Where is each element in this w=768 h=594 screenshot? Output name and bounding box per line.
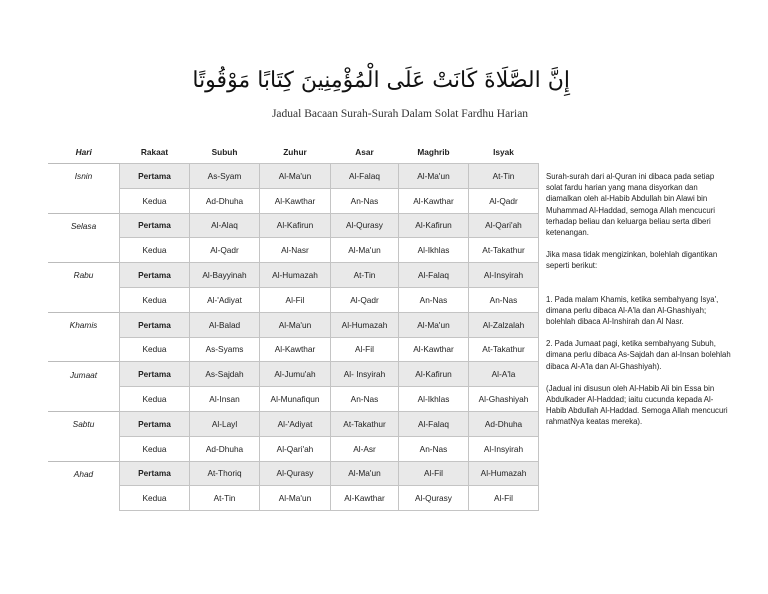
notes-item-1: 1. Pada malam Khamis, ketika sembahyang Isya', dimana perlu dibaca Al-A'la dan Al-Ghashiyah; bolehlah dibaca Al-Inshirah dan Al Nasr.: [546, 294, 719, 327]
isyak-cell: Al-Qadr: [469, 188, 539, 213]
table-row: [48, 188, 539, 213]
rakaat-cell: Pertama: [120, 263, 190, 288]
zuhur-cell: Al-Jumu'ah: [260, 362, 331, 387]
zuhur-cell: Al-Ma'un: [260, 486, 331, 511]
zuhur-cell: Al-Qurasy: [260, 461, 331, 486]
asar-cell: Al-Falaq: [331, 164, 399, 189]
maghrib-cell: Al-Ma'un: [399, 312, 469, 337]
maghrib-cell: Al-Falaq: [399, 411, 469, 436]
subuh-cell: At-Thoriq: [190, 461, 260, 486]
table-row: [48, 436, 539, 461]
column-header-subuh: Subuh: [211, 146, 238, 157]
maghrib-cell: Al-Kawthar: [399, 188, 469, 213]
subuh-cell: Al-Insan: [190, 387, 260, 412]
rakaat-cell: Pertama: [120, 164, 190, 189]
table-row: [48, 337, 539, 362]
day-label: [48, 287, 120, 312]
column-header-maghrib: Maghrib: [417, 146, 450, 157]
notes-panel: [546, 171, 732, 428]
table-row: [48, 263, 539, 288]
table-row: [48, 362, 539, 387]
day-label: [48, 486, 120, 511]
maghrib-cell: Al-Ma'un: [399, 164, 469, 189]
subuh-cell: As-Sajdah: [190, 362, 260, 387]
isyak-cell: At-Takathur: [469, 337, 539, 362]
column-header-asar: Asar: [355, 146, 374, 157]
zuhur-cell: Al-Humazah: [260, 263, 331, 288]
notes-credit: (Jadual ini disusun oleh Al-Habib Ali bin Essa bin Abdulkader Al-Haddad; iaitu cucunda kepada Al-Habib Abdullah Al-Haddad. Semoga Allah mencucuri rahmatNya keatas mereka).: [546, 383, 728, 427]
surah-schedule-table: [48, 140, 539, 511]
zuhur-cell: Al-Kafirun: [260, 213, 331, 238]
zuhur-cell: Al-Ma'un: [260, 312, 331, 337]
subuh-cell: Ad-Dhuha: [190, 436, 260, 461]
column-header-hari: Hari: [75, 146, 92, 157]
isyak-cell: Al-Humazah: [469, 461, 539, 486]
page-subtitle: Jadual Bacaan Surah-Surah Dalam Solat Fardhu Harian: [271, 108, 529, 120]
table-row: [48, 461, 539, 486]
rakaat-cell: Kedua: [120, 238, 190, 263]
notes-intro: Surah-surah dari al-Quran ini dibaca pada setiap solat fardu harian yang mana disyorkan dan diamalkan oleh al-Habib Abdullah bin Alawi bin Muhammad Al-Haddad, semoga Allah mencucuri terhadap beliau dan keluarga beliau serta diberi ketenangan.: [546, 172, 716, 238]
notes-item-2: 2. Pada Jumaat pagi, ketika sembahyang Subuh, dimana perlu dibaca As-Sajdah dan al-Insan bolehlah dibaca Al-A'la dan Al-Ghashiyah).: [546, 339, 731, 371]
day-label: [48, 238, 120, 263]
day-label: Selasa: [48, 213, 120, 238]
rakaat-cell: Kedua: [120, 436, 190, 461]
asar-cell: Al-Qurasy: [331, 213, 399, 238]
rakaat-cell: Kedua: [120, 486, 190, 511]
maghrib-cell: Al-Ikhlas: [399, 387, 469, 412]
asar-cell: Al-Qadr: [331, 287, 399, 312]
table-row: [48, 238, 539, 263]
zuhur-cell: Al-Munafiqun: [260, 387, 331, 412]
zuhur-cell: Al-Kawthar: [260, 337, 331, 362]
isyak-cell: Al-Insyirah: [469, 263, 539, 288]
isyak-cell: Al-Zalzalah: [469, 312, 539, 337]
table-row: [48, 387, 539, 412]
rakaat-cell: Pertama: [120, 461, 190, 486]
asar-cell: Al- Insyirah: [331, 362, 399, 387]
rakaat-cell: Pertama: [120, 362, 190, 387]
asar-cell: An-Nas: [331, 188, 399, 213]
maghrib-cell: Al-Fil: [399, 461, 469, 486]
rakaat-cell: Kedua: [120, 387, 190, 412]
asar-cell: An-Nas: [331, 387, 399, 412]
subuh-cell: Al-Layl: [190, 411, 260, 436]
day-label: Ahad: [48, 461, 120, 486]
rakaat-cell: Pertama: [120, 312, 190, 337]
isyak-cell: An-Nas: [469, 287, 539, 312]
table-header-row: [48, 140, 539, 164]
day-label: Sabtu: [48, 411, 120, 436]
subuh-cell: Al-Alaq: [190, 213, 260, 238]
rakaat-cell: Pertama: [120, 411, 190, 436]
column-header-isyak: Isyak: [493, 146, 514, 157]
table-row: [48, 486, 539, 511]
day-label: [48, 337, 120, 362]
day-label: [48, 387, 120, 412]
isyak-cell: Al-Ghashiyah: [469, 387, 539, 412]
asar-cell: Al-Fil: [331, 337, 399, 362]
subuh-cell: Al-'Adiyat: [190, 287, 260, 312]
asar-cell: At-Tin: [331, 263, 399, 288]
subuh-cell: As-Syam: [190, 164, 260, 189]
isyak-cell: At-Tin: [469, 164, 539, 189]
notes-permission: Jika masa tidak mengizinkan, bolehlah digantikan seperti berikut:: [546, 250, 718, 271]
subuh-cell: Ad-Dhuha: [190, 188, 260, 213]
day-label: Jumaat: [48, 362, 120, 387]
rakaat-cell: Kedua: [120, 287, 190, 312]
zuhur-cell: Al-Qari'ah: [260, 436, 331, 461]
asar-cell: Al-Asr: [331, 436, 399, 461]
day-label: Khamis: [48, 312, 120, 337]
isyak-cell: Al-A'la: [469, 362, 539, 387]
asar-cell: Al-Humazah: [331, 312, 399, 337]
subuh-cell: Al-Balad: [190, 312, 260, 337]
asar-cell: Al-Kawthar: [331, 486, 399, 511]
subuh-cell: At-Tin: [190, 486, 260, 511]
table-row: [48, 287, 539, 312]
maghrib-cell: Al-Kafirun: [399, 362, 469, 387]
maghrib-cell: Al-Falaq: [399, 263, 469, 288]
isyak-cell: Al-Fil: [469, 486, 539, 511]
table-row: [48, 312, 539, 337]
asar-cell: Al-Ma'un: [331, 461, 399, 486]
subuh-cell: Al-Qadr: [190, 238, 260, 263]
column-header-rakaat: Rakaat: [140, 146, 169, 157]
day-label: [48, 188, 120, 213]
isyak-cell: Al-Qari'ah: [469, 213, 539, 238]
subuh-cell: Al-Bayyinah: [190, 263, 260, 288]
day-label: Rabu: [48, 263, 120, 288]
maghrib-cell: An-Nas: [399, 436, 469, 461]
zuhur-cell: Al-Kawthar: [260, 188, 331, 213]
zuhur-cell: Al-Ma'un: [260, 164, 331, 189]
table-row: [48, 164, 539, 189]
isyak-cell: Ad-Dhuha: [469, 411, 539, 436]
maghrib-cell: An-Nas: [399, 287, 469, 312]
maghrib-cell: Al-Qurasy: [399, 486, 469, 511]
zuhur-cell: Al-Fil: [260, 287, 331, 312]
rakaat-cell: Kedua: [120, 337, 190, 362]
table-row: [48, 411, 539, 436]
isyak-cell: Al-Insyirah: [469, 436, 539, 461]
rakaat-cell: Kedua: [120, 188, 190, 213]
zuhur-cell: Al-Nasr: [260, 238, 331, 263]
maghrib-cell: Al-Ikhlas: [399, 238, 469, 263]
table-row: [48, 213, 539, 238]
maghrib-cell: Al-Kafirun: [399, 213, 469, 238]
rakaat-cell: Pertama: [120, 213, 190, 238]
maghrib-cell: Al-Kawthar: [399, 337, 469, 362]
day-label: [48, 436, 120, 461]
arabic-verse-title: إِنَّ الصَّلَاةَ كَانَتْ عَلَى الْمُؤْمِنِينَ كِتَابًا مَوْقُوتًا: [192, 68, 570, 93]
asar-cell: Al-Ma'un: [331, 238, 399, 263]
zuhur-cell: Al-'Adiyat: [260, 411, 331, 436]
day-label: Isnin: [48, 164, 120, 189]
isyak-cell: At-Takathur: [469, 238, 539, 263]
column-header-zuhur: Zuhur: [283, 146, 307, 157]
asar-cell: At-Takathur: [331, 411, 399, 436]
subuh-cell: As-Syams: [190, 337, 260, 362]
